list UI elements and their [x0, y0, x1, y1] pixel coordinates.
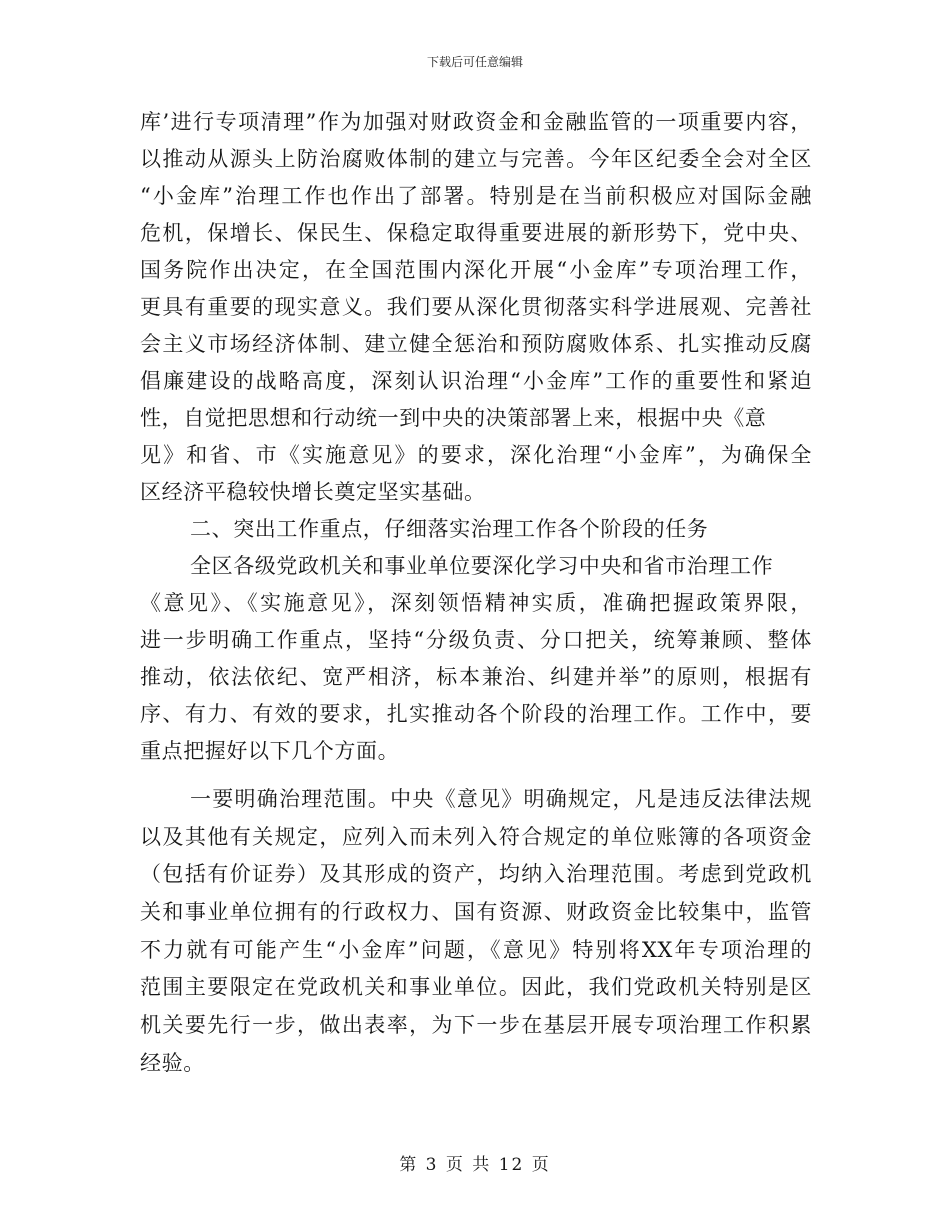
text-line: 推动，依法依纪、宽严相济，标本兼治、纠建并举”的原则，根据有: [140, 665, 812, 689]
text-line: 重点把握好以下几个方面。: [140, 739, 400, 763]
text-line: 一要明确治理范围。中央《意见》明确规定，凡是违反法律法规: [190, 787, 812, 811]
text-line: （包括有价证券）及其形成的资产，均纳入治理范围。考虑到党政机: [140, 862, 812, 887]
text-line: 进一步明确工作重点，坚持“分级负责、分口把关，统筹兼顾、整体: [140, 628, 812, 652]
text-line: “小金库”治理工作也作出了部署。特别是在当前积极应对国际金融: [140, 184, 812, 208]
text-line: 以推动从源头上防治腐败体制的建立与完善。今年区纪委全会对全区: [140, 147, 812, 171]
text-line: 经验。: [140, 1050, 205, 1075]
text-line: 倡廉建设的战略高度，深刻认识治理“小金库”工作的重要性和紧迫: [140, 369, 812, 393]
text-line: 更具有重要的现实意义。我们要从深化贯彻落实科学进展观、完善社: [140, 295, 812, 319]
text-line: 序、有力、有效的要求，扎实推动各个阶段的治理工作。工作中，要: [140, 702, 812, 726]
page-header-note: 下载后可任意编辑: [426, 55, 523, 69]
text-line: 范围主要限定在党政机关和事业单位。因此，我们党政机关特别是区: [140, 975, 812, 1000]
text-line: 见》和省、市《实施意见》的要求，深化治理“小金库”，为确保全: [140, 443, 812, 467]
paragraph: [140, 104, 812, 511]
text-line: 库’进行专项清理”作为加强对财政资金和金融监管的一项重要内容，: [140, 110, 812, 134]
text-line: 以及其他有关规定，应列入而未列入符合规定的单位账簿的各项资金: [140, 824, 812, 849]
paragraph: [140, 781, 812, 1083]
page-number: 第 3 页 共 12 页: [399, 1155, 551, 1175]
text-line: 会主义市场经济体制、建立健全惩治和预防腐败体系、扎实推动反腐: [140, 332, 812, 356]
text-line: 不力就有可能产生“小金库”问题，《意见》特别将XX年专项治理的: [140, 937, 812, 962]
text-line: 性，自觉把思想和行动统一到中央的决策部署上来，根据中央《意: [140, 406, 767, 430]
paragraph: [140, 548, 812, 770]
text-line: 全区各级党政机关和事业单位要深化学习中央和省市治理工作: [190, 554, 774, 578]
text-line: 《意见》、《实施意见》，深刻领悟精神实质，准确把握政策界限，: [140, 591, 812, 615]
text-line: 危机，保增长、保民生、保稳定取得重要进展的新形势下，党中央、: [140, 221, 812, 245]
text-line: 国务院作出决定，在全国范围内深化开展“小金库”专项治理工作，: [140, 258, 812, 282]
document-body: [140, 104, 812, 1083]
text-line: 机关要先行一步，做出表率，为下一步在基层开展专项治理工作积累: [140, 1013, 812, 1038]
text-line: 关和事业单位拥有的行政权力、国有资源、财政资金比较集中，监管: [140, 900, 812, 925]
section-heading: [140, 511, 812, 548]
section-heading-text: 二、突出工作重点，仔细落实治理工作各个阶段的任务: [190, 517, 709, 541]
text-line: 区经济平稳较快增长奠定坚实基础。: [140, 480, 486, 504]
